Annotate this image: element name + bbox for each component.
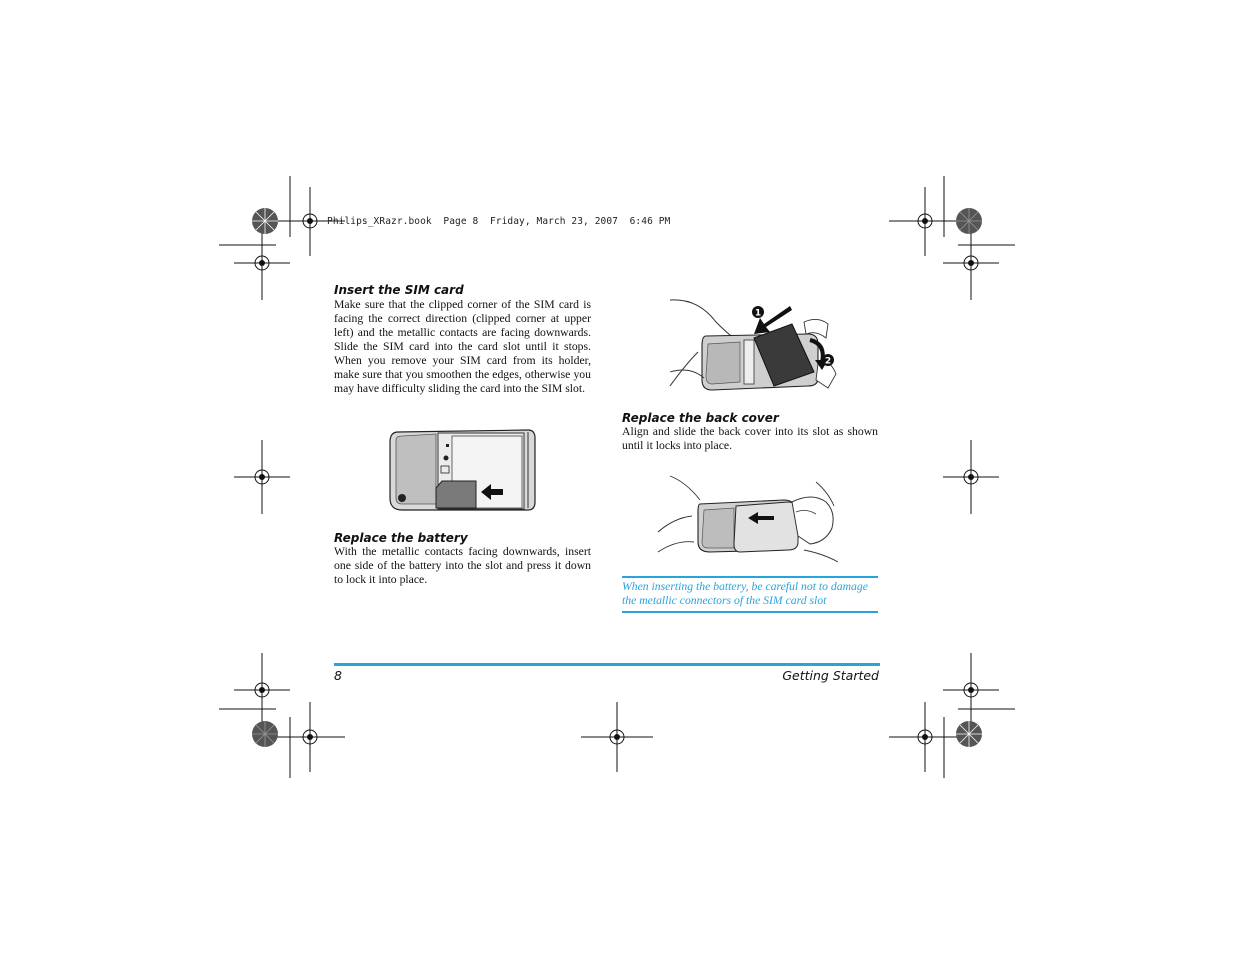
starburst-icon (252, 208, 278, 234)
step-2-label: 2 (824, 356, 832, 367)
sim-paragraph: Make sure that the clipped corner of the SIM card is facing the correct direction (clipped corner at upper left) and the metallic contacts are facing downwards. Slide the SIM card into the card slot until it stops. When you remove your SIM card from its holder, make sure that you smoothen the edges, otherwise you may have difficulty sliding the card into the SIM slot. (334, 298, 591, 395)
starburst-icon (956, 721, 982, 747)
battery-paragraph: With the metallic contacts facing downwards, insert one side of the battery into the slot and press it down to lock it into place. (334, 545, 591, 586)
sim-heading: Insert the SIM card (334, 283, 464, 297)
battery-insert-illustration (668, 294, 838, 398)
cover-paragraph: Align and slide the back cover into its slot as shown until it locks into place. (622, 425, 878, 452)
footer-divider (334, 663, 880, 666)
starburst-icon (252, 721, 278, 747)
sim-insert-illustration (388, 428, 538, 512)
step-1-label: 1 (754, 308, 762, 319)
starburst-icon (956, 208, 982, 234)
warning-note: When inserting the battery, be careful not to damage the metallic connectors of the SIM card slot (622, 576, 878, 613)
back-cover-illustration (656, 472, 838, 566)
file-slug: Philips_XRazr.book Page 8 Friday, March 23, 2007 6:46 PM (327, 216, 671, 227)
section-title: Getting Started (782, 668, 879, 683)
cover-heading: Replace the back cover (622, 411, 779, 425)
page-number: 8 (334, 668, 342, 683)
battery-heading: Replace the battery (334, 531, 468, 545)
